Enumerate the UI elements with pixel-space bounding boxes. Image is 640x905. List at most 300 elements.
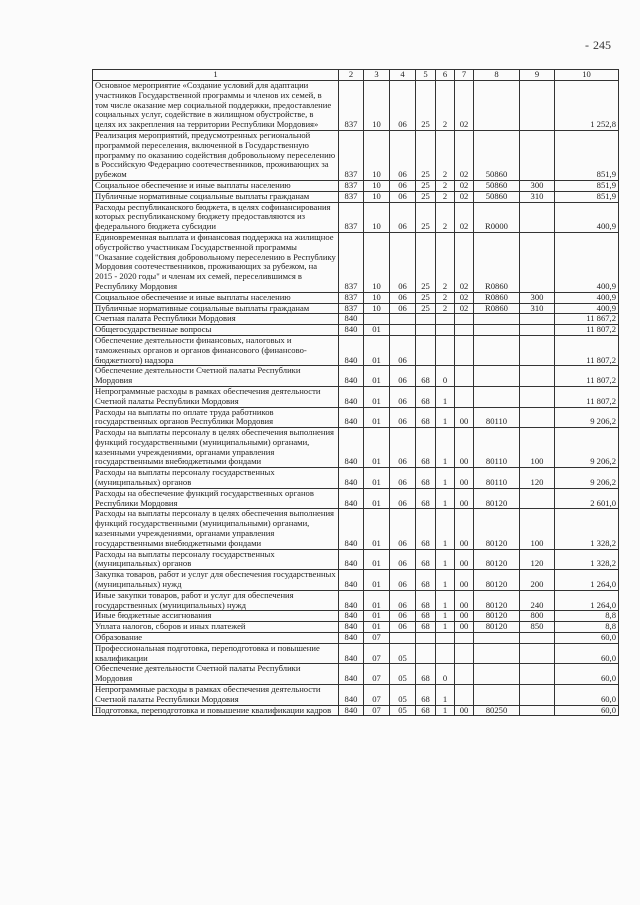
col-6-cell: 2 xyxy=(436,303,455,314)
col-3-cell: 10 xyxy=(364,191,390,202)
amount-cell: 400,9 xyxy=(555,303,619,314)
col-9-cell: 100 xyxy=(520,509,555,549)
col-9-cell xyxy=(520,202,555,232)
col-8-cell xyxy=(474,81,520,131)
header-row xyxy=(93,70,619,81)
table-row xyxy=(93,191,619,202)
col-9-cell: 310 xyxy=(520,303,555,314)
col-2-cell: 840 xyxy=(339,488,364,509)
table-row xyxy=(93,468,619,489)
col-7-cell xyxy=(455,643,474,664)
col-9-cell xyxy=(520,664,555,685)
row-name: Непрограммные расходы в рамках обеспечения деятельности Счетной палаты Республики Мордовия xyxy=(93,386,339,407)
col-9-cell: 120 xyxy=(520,468,555,489)
col-7-cell: 02 xyxy=(455,232,474,292)
col-9-cell xyxy=(520,232,555,292)
col-8-cell: 80120 xyxy=(474,611,520,622)
col-7-cell: 00 xyxy=(455,428,474,468)
col-9-cell xyxy=(520,314,555,325)
col-4-cell: 06 xyxy=(390,303,416,314)
col-3-cell: 10 xyxy=(364,232,390,292)
col-6-cell: 2 xyxy=(436,81,455,131)
header-cell: 6 xyxy=(436,70,455,81)
amount-cell: 400,9 xyxy=(555,202,619,232)
header-cell: 10 xyxy=(555,70,619,81)
col-6-cell xyxy=(436,633,455,644)
col-4-cell: 06 xyxy=(390,611,416,622)
col-9-cell xyxy=(520,366,555,387)
col-7-cell: 00 xyxy=(455,549,474,570)
col-9-cell xyxy=(520,685,555,706)
col-6-cell: 1 xyxy=(436,590,455,611)
amount-cell: 851,9 xyxy=(555,191,619,202)
col-4-cell: 06 xyxy=(390,366,416,387)
amount-cell: 1 328,2 xyxy=(555,549,619,570)
col-6-cell: 1 xyxy=(436,509,455,549)
header-cell: 7 xyxy=(455,70,474,81)
col-5-cell: 68 xyxy=(416,468,436,489)
header-cell: 9 xyxy=(520,70,555,81)
col-5-cell xyxy=(416,335,436,365)
col-5-cell: 68 xyxy=(416,509,436,549)
col-9-cell: 800 xyxy=(520,611,555,622)
col-4-cell: 05 xyxy=(390,664,416,685)
col-2-cell: 837 xyxy=(339,292,364,303)
col-8-cell: 80250 xyxy=(474,705,520,716)
col-6-cell: 1 xyxy=(436,386,455,407)
col-5-cell: 68 xyxy=(416,664,436,685)
col-3-cell: 01 xyxy=(364,325,390,336)
col-2-cell: 840 xyxy=(339,325,364,336)
col-9-cell xyxy=(520,643,555,664)
col-4-cell xyxy=(390,314,416,325)
col-3-cell: 01 xyxy=(364,622,390,633)
col-6-cell: 1 xyxy=(436,705,455,716)
col-7-cell xyxy=(455,386,474,407)
col-4-cell: 05 xyxy=(390,705,416,716)
col-6-cell: 1 xyxy=(436,685,455,706)
row-name: Профессиональная подготовка, переподготовка и повышение квалификации xyxy=(93,643,339,664)
col-4-cell: 06 xyxy=(390,488,416,509)
row-name: Расходы на выплаты персоналу государственных (муниципальных) органов xyxy=(93,468,339,489)
col-8-cell: 50860 xyxy=(474,130,520,180)
col-8-cell: 80120 xyxy=(474,590,520,611)
col-9-cell: 200 xyxy=(520,570,555,591)
col-2-cell: 840 xyxy=(339,622,364,633)
col-3-cell: 01 xyxy=(364,570,390,591)
row-name: Непрограммные расходы в рамках обеспечения деятельности Счетной палаты Республики Мордовия xyxy=(93,685,339,706)
col-5-cell: 25 xyxy=(416,81,436,131)
col-7-cell: 00 xyxy=(455,407,474,428)
col-3-cell: 01 xyxy=(364,590,390,611)
col-7-cell xyxy=(455,366,474,387)
col-5-cell: 25 xyxy=(416,292,436,303)
col-5-cell: 25 xyxy=(416,130,436,180)
col-4-cell: 06 xyxy=(390,549,416,570)
row-name: Основное мероприятие «Создание условий для адаптации участников Государственной программы и членов их семей, в том числе оказание мер социальной поддержки, предоставление социальных услуг, содействие в жилищном обустройстве, в целях их закрепления на территории Республики Мордовия» xyxy=(93,81,339,131)
amount-cell: 1 252,8 xyxy=(555,81,619,131)
row-name: Единовременная выплата и финансовая поддержка на жилищное обустройство участникам Государственной программы "Оказание содействия добровольному переселению в Республику Мордовия соотечественников, проживающих за рубежом, на 2015 - 2020 годы" и членам их семей, переселившимся в Республику Мордовия xyxy=(93,232,339,292)
row-name: Обеспечение деятельности Счетной палаты Республики Мордовия xyxy=(93,664,339,685)
table-row xyxy=(93,325,619,336)
col-8-cell: 80110 xyxy=(474,428,520,468)
row-name: Расходы на обеспечение функций государственных органов Республики Мордовия xyxy=(93,488,339,509)
amount-cell: 1 264,0 xyxy=(555,590,619,611)
col-3-cell: 01 xyxy=(364,407,390,428)
amount-cell: 60,0 xyxy=(555,633,619,644)
amount-cell: 9 206,2 xyxy=(555,468,619,489)
col-3-cell: 01 xyxy=(364,386,390,407)
col-9-cell xyxy=(520,81,555,131)
col-2-cell: 840 xyxy=(339,407,364,428)
col-4-cell xyxy=(390,325,416,336)
col-6-cell: 1 xyxy=(436,428,455,468)
col-7-cell xyxy=(455,325,474,336)
col-9-cell xyxy=(520,335,555,365)
col-6-cell xyxy=(436,335,455,365)
col-5-cell: 68 xyxy=(416,611,436,622)
col-7-cell: 02 xyxy=(455,292,474,303)
col-5-cell: 25 xyxy=(416,303,436,314)
col-3-cell: 07 xyxy=(364,705,390,716)
col-3-cell: 01 xyxy=(364,509,390,549)
col-2-cell: 840 xyxy=(339,705,364,716)
col-6-cell: 2 xyxy=(436,232,455,292)
col-7-cell: 02 xyxy=(455,202,474,232)
table-row xyxy=(93,705,619,716)
col-9-cell: 240 xyxy=(520,590,555,611)
col-7-cell: 02 xyxy=(455,180,474,191)
col-6-cell: 1 xyxy=(436,407,455,428)
col-7-cell: 00 xyxy=(455,705,474,716)
col-4-cell: 06 xyxy=(390,191,416,202)
col-2-cell: 840 xyxy=(339,664,364,685)
col-3-cell: 07 xyxy=(364,643,390,664)
col-5-cell: 25 xyxy=(416,202,436,232)
col-9-cell: 310 xyxy=(520,191,555,202)
amount-cell: 8,8 xyxy=(555,611,619,622)
table-row xyxy=(93,570,619,591)
table-row xyxy=(93,202,619,232)
col-3-cell: 07 xyxy=(364,685,390,706)
col-2-cell: 837 xyxy=(339,191,364,202)
col-4-cell: 06 xyxy=(390,81,416,131)
col-9-cell xyxy=(520,633,555,644)
table-row xyxy=(93,633,619,644)
row-name: Иные закупки товаров, работ и услуг для обеспечения государственных (муниципальных) нужд xyxy=(93,590,339,611)
col-5-cell: 68 xyxy=(416,570,436,591)
amount-cell: 1 264,0 xyxy=(555,570,619,591)
col-2-cell: 837 xyxy=(339,81,364,131)
col-4-cell: 06 xyxy=(390,570,416,591)
col-2-cell: 840 xyxy=(339,509,364,549)
table-row xyxy=(93,180,619,191)
col-5-cell: 68 xyxy=(416,386,436,407)
col-2-cell: 840 xyxy=(339,633,364,644)
col-8-cell xyxy=(474,643,520,664)
col-4-cell: 06 xyxy=(390,407,416,428)
col-8-cell xyxy=(474,325,520,336)
col-8-cell xyxy=(474,685,520,706)
col-7-cell xyxy=(455,335,474,365)
col-8-cell xyxy=(474,386,520,407)
row-name: Подготовка, переподготовка и повышение квалификации кадров xyxy=(93,705,339,716)
amount-cell: 60,0 xyxy=(555,664,619,685)
col-3-cell: 10 xyxy=(364,81,390,131)
col-4-cell: 06 xyxy=(390,622,416,633)
table-row xyxy=(93,622,619,633)
table-row xyxy=(93,664,619,685)
table-row xyxy=(93,386,619,407)
col-2-cell: 840 xyxy=(339,335,364,365)
col-8-cell: 80110 xyxy=(474,407,520,428)
col-5-cell: 68 xyxy=(416,488,436,509)
col-4-cell: 06 xyxy=(390,590,416,611)
table-row xyxy=(93,130,619,180)
col-4-cell: 06 xyxy=(390,202,416,232)
col-4-cell: 05 xyxy=(390,643,416,664)
page-number xyxy=(585,38,611,53)
col-3-cell: 10 xyxy=(364,202,390,232)
row-name: Обеспечение деятельности финансовых, налоговых и таможенных органов и органов финансового (финансово-бюджетного) надзора xyxy=(93,335,339,365)
col-9-cell xyxy=(520,407,555,428)
col-7-cell: 00 xyxy=(455,622,474,633)
row-name: Публичные нормативные социальные выплаты гражданам xyxy=(93,191,339,202)
col-4-cell: 05 xyxy=(390,685,416,706)
col-8-cell: 50860 xyxy=(474,180,520,191)
budget-table xyxy=(92,69,619,716)
amount-cell: 851,9 xyxy=(555,130,619,180)
col-5-cell: 68 xyxy=(416,407,436,428)
col-9-cell xyxy=(520,705,555,716)
amount-cell: 60,0 xyxy=(555,685,619,706)
header-cell: 4 xyxy=(390,70,416,81)
col-8-cell: 80120 xyxy=(474,509,520,549)
col-8-cell xyxy=(474,314,520,325)
col-2-cell: 840 xyxy=(339,643,364,664)
table-row xyxy=(93,685,619,706)
col-6-cell: 1 xyxy=(436,622,455,633)
col-3-cell: 07 xyxy=(364,633,390,644)
col-2-cell: 837 xyxy=(339,232,364,292)
col-8-cell: 80120 xyxy=(474,549,520,570)
col-3-cell: 10 xyxy=(364,292,390,303)
col-7-cell: 00 xyxy=(455,488,474,509)
table-row xyxy=(93,488,619,509)
row-name: Расходы на выплаты персоналу в целях обеспечения выполнения функций государственными (муниципальными) органами, казенными учреждениями, органами управления государственными внебюджетными фондами xyxy=(93,509,339,549)
col-4-cell: 06 xyxy=(390,468,416,489)
col-8-cell: R0860 xyxy=(474,232,520,292)
row-name: Реализация мероприятий, предусмотренных региональной программой переселения, включенной в Государственную программу по оказанию содействия добровольному переселению в Российскую Федерацию соотечественников, проживающих за рубежом xyxy=(93,130,339,180)
col-9-cell xyxy=(520,488,555,509)
col-9-cell: 300 xyxy=(520,292,555,303)
col-8-cell: 80110 xyxy=(474,468,520,489)
col-9-cell: 100 xyxy=(520,428,555,468)
col-6-cell: 1 xyxy=(436,570,455,591)
row-name: Закупка товаров, работ и услуг для обеспечения государственных (муниципальных) нужд xyxy=(93,570,339,591)
amount-cell: 1 328,2 xyxy=(555,509,619,549)
col-6-cell: 1 xyxy=(436,549,455,570)
row-name: Социальное обеспечение и иные выплаты населению xyxy=(93,180,339,191)
col-6-cell xyxy=(436,325,455,336)
amount-cell: 400,9 xyxy=(555,232,619,292)
col-5-cell: 25 xyxy=(416,232,436,292)
col-8-cell xyxy=(474,366,520,387)
col-2-cell: 840 xyxy=(339,685,364,706)
row-name: Иные бюджетные ассигнования xyxy=(93,611,339,622)
col-4-cell: 06 xyxy=(390,386,416,407)
table-row xyxy=(93,509,619,549)
col-5-cell: 68 xyxy=(416,705,436,716)
table-row xyxy=(93,428,619,468)
col-3-cell: 07 xyxy=(364,664,390,685)
col-2-cell: 840 xyxy=(339,590,364,611)
col-5-cell: 25 xyxy=(416,191,436,202)
col-9-cell xyxy=(520,325,555,336)
col-2-cell: 840 xyxy=(339,549,364,570)
table-row xyxy=(93,643,619,664)
row-name: Общегосударственные вопросы xyxy=(93,325,339,336)
amount-cell: 8,8 xyxy=(555,622,619,633)
col-3-cell: 10 xyxy=(364,303,390,314)
col-7-cell: 00 xyxy=(455,468,474,489)
col-4-cell: 06 xyxy=(390,509,416,549)
col-7-cell: 02 xyxy=(455,130,474,180)
amount-cell: 11 807,2 xyxy=(555,386,619,407)
col-7-cell xyxy=(455,664,474,685)
col-2-cell: 837 xyxy=(339,202,364,232)
col-6-cell: 2 xyxy=(436,180,455,191)
col-3-cell: 01 xyxy=(364,335,390,365)
col-6-cell: 2 xyxy=(436,130,455,180)
col-8-cell xyxy=(474,633,520,644)
col-7-cell: 02 xyxy=(455,81,474,131)
col-5-cell xyxy=(416,643,436,664)
amount-cell: 400,9 xyxy=(555,292,619,303)
col-6-cell xyxy=(436,643,455,664)
col-8-cell: R0860 xyxy=(474,292,520,303)
col-7-cell xyxy=(455,685,474,706)
table-row xyxy=(93,314,619,325)
col-8-cell: R0860 xyxy=(474,303,520,314)
page-mark: - xyxy=(585,38,589,52)
col-2-cell: 840 xyxy=(339,386,364,407)
table-body xyxy=(93,81,619,716)
col-3-cell: 01 xyxy=(364,488,390,509)
col-8-cell xyxy=(474,664,520,685)
col-2-cell: 840 xyxy=(339,468,364,489)
col-6-cell: 1 xyxy=(436,611,455,622)
col-6-cell xyxy=(436,314,455,325)
col-7-cell: 00 xyxy=(455,570,474,591)
col-7-cell: 00 xyxy=(455,590,474,611)
table-row xyxy=(93,303,619,314)
col-3-cell xyxy=(364,314,390,325)
col-6-cell: 0 xyxy=(436,664,455,685)
page-number-value: 245 xyxy=(593,38,611,52)
table-row xyxy=(93,335,619,365)
col-4-cell: 06 xyxy=(390,335,416,365)
col-2-cell: 837 xyxy=(339,303,364,314)
col-4-cell: 06 xyxy=(390,428,416,468)
col-4-cell: 06 xyxy=(390,130,416,180)
col-9-cell xyxy=(520,386,555,407)
col-3-cell: 01 xyxy=(364,549,390,570)
col-5-cell: 68 xyxy=(416,685,436,706)
amount-cell: 9 206,2 xyxy=(555,407,619,428)
col-5-cell: 68 xyxy=(416,366,436,387)
row-name: Расходы на выплаты по оплате труда работников государственных органов Республики Мордовия xyxy=(93,407,339,428)
col-6-cell: 0 xyxy=(436,366,455,387)
table-row xyxy=(93,81,619,131)
row-name: Расходы республиканского бюджета, в целях софинансирования которых республиканскому бюджету предоставляются из федерального бюджета субсидии xyxy=(93,202,339,232)
col-8-cell: 80120 xyxy=(474,622,520,633)
col-5-cell: 68 xyxy=(416,590,436,611)
col-4-cell: 06 xyxy=(390,180,416,191)
col-8-cell xyxy=(474,335,520,365)
row-name: Публичные нормативные социальные выплаты гражданам xyxy=(93,303,339,314)
amount-cell: 60,0 xyxy=(555,705,619,716)
col-9-cell: 300 xyxy=(520,180,555,191)
amount-cell: 851,9 xyxy=(555,180,619,191)
col-5-cell: 68 xyxy=(416,622,436,633)
header-cell: 8 xyxy=(474,70,520,81)
col-7-cell: 00 xyxy=(455,509,474,549)
col-9-cell xyxy=(520,130,555,180)
amount-cell: 11 807,2 xyxy=(555,335,619,365)
amount-cell: 2 601,0 xyxy=(555,488,619,509)
col-7-cell xyxy=(455,633,474,644)
row-name: Социальное обеспечение и иные выплаты населению xyxy=(93,292,339,303)
col-3-cell: 10 xyxy=(364,180,390,191)
col-5-cell: 25 xyxy=(416,180,436,191)
col-2-cell: 837 xyxy=(339,180,364,191)
col-3-cell: 01 xyxy=(364,366,390,387)
col-2-cell: 840 xyxy=(339,570,364,591)
header-cell: 3 xyxy=(364,70,390,81)
table-row xyxy=(93,232,619,292)
col-7-cell: 02 xyxy=(455,303,474,314)
row-name: Обеспечение деятельности Счетной палаты Республики Мордовия xyxy=(93,366,339,387)
col-9-cell: 120 xyxy=(520,549,555,570)
header-cell: 2 xyxy=(339,70,364,81)
table-row xyxy=(93,407,619,428)
col-3-cell: 01 xyxy=(364,611,390,622)
col-6-cell: 1 xyxy=(436,468,455,489)
table-row xyxy=(93,549,619,570)
row-name: Образование xyxy=(93,633,339,644)
col-5-cell: 68 xyxy=(416,428,436,468)
col-2-cell: 840 xyxy=(339,611,364,622)
table-row xyxy=(93,292,619,303)
amount-cell: 11 807,2 xyxy=(555,325,619,336)
col-6-cell: 1 xyxy=(436,488,455,509)
col-8-cell: 80120 xyxy=(474,570,520,591)
table-row xyxy=(93,611,619,622)
row-name: Счетная палата Республики Мордовия xyxy=(93,314,339,325)
col-9-cell: 850 xyxy=(520,622,555,633)
col-5-cell xyxy=(416,633,436,644)
col-7-cell xyxy=(455,314,474,325)
col-6-cell: 2 xyxy=(436,202,455,232)
row-name: Расходы на выплаты персоналу государственных (муниципальных) органов xyxy=(93,549,339,570)
col-3-cell: 01 xyxy=(364,468,390,489)
col-2-cell: 837 xyxy=(339,130,364,180)
col-5-cell: 68 xyxy=(416,549,436,570)
col-6-cell: 2 xyxy=(436,191,455,202)
header-cell: 1 xyxy=(93,70,339,81)
col-4-cell: 06 xyxy=(390,232,416,292)
